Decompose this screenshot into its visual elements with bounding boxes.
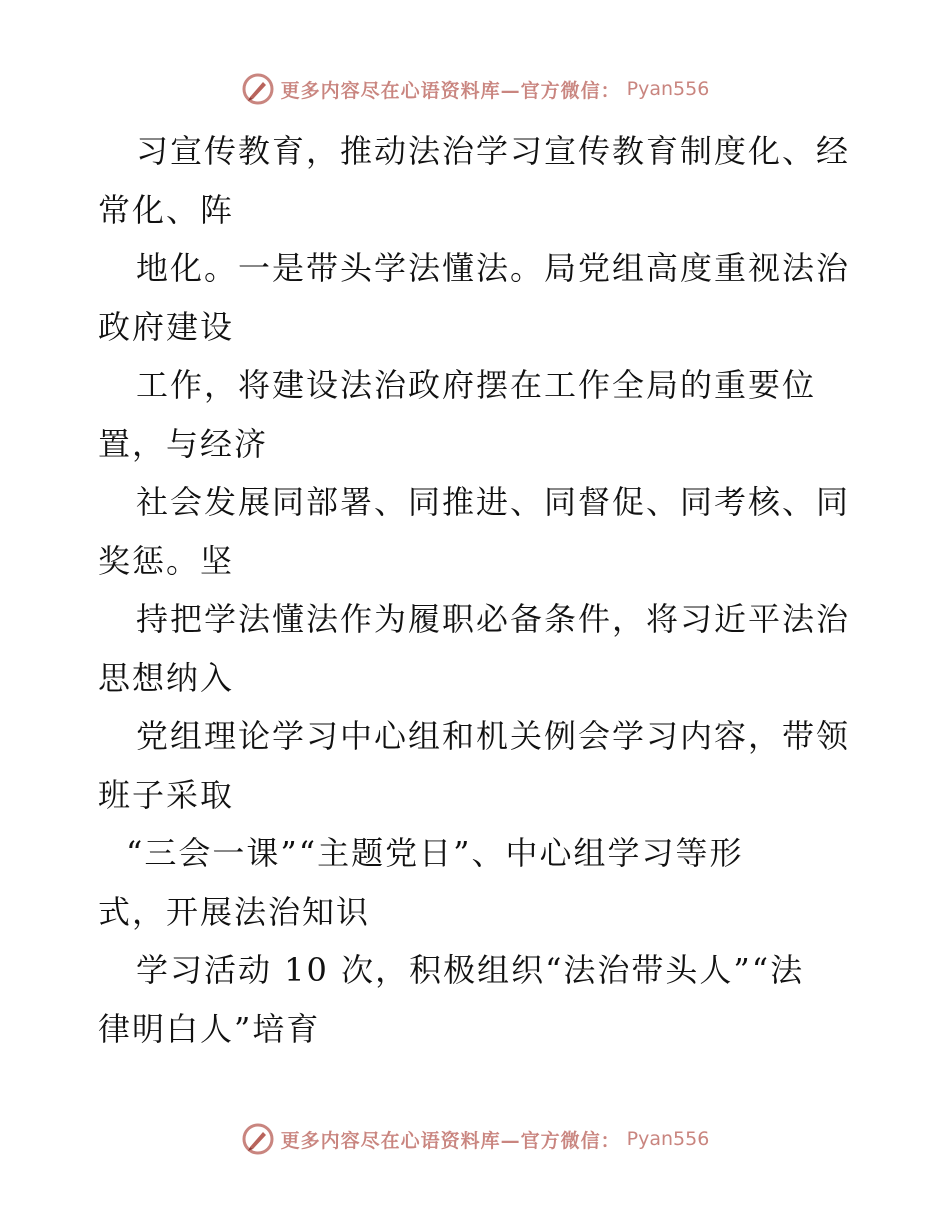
body-line: 社会发展同部署、同推进、同督促、同考核、同 [136,483,851,521]
body-line: 党组理论学习中心组和机关例会学习内容，带领 [136,717,851,755]
body-line: 学习活动 10 次，积极组织“法治带头人”“法 [136,951,805,989]
wechat-id: Pyan556 [626,1128,710,1150]
body-line: “三会一课”“主题党日”、中心组学习等形 [126,834,744,872]
body-line: 置，与经济 [98,424,269,463]
body-line: 常化、阵 [98,190,235,229]
pen-logo-icon [241,72,275,106]
body-line: 地化。一是带头学法懂法。局党组高度重视法治 [136,249,851,287]
footer-watermark [0,1122,950,1156]
body-line: 律明白人”培育 [98,1009,321,1048]
watermark-text: 更多内容尽在心语资料库—官方微信： [280,1129,621,1152]
body-line: 奖惩。坚 [98,541,235,580]
body-line: 式，开展法治知识 [98,892,371,931]
watermark-text: 更多内容尽在心语资料库—官方微信： [280,79,621,102]
body-line: 思想纳入 [98,658,235,697]
header-watermark [0,72,950,106]
wechat-id: Pyan556 [626,78,710,100]
pen-logo-icon [241,1122,275,1156]
body-line: 习宣传教育，推动法治学习宣传教育制度化、经 [136,132,851,170]
body-line: 班子采取 [98,775,235,814]
body-line: 持把学法懂法作为履职必备条件，将习近平法治 [136,600,851,638]
document-body [98,122,868,1058]
body-line: 政府建设 [98,307,235,346]
body-line: 工作，将建设法治政府摆在工作全局的重要位 [136,366,817,404]
